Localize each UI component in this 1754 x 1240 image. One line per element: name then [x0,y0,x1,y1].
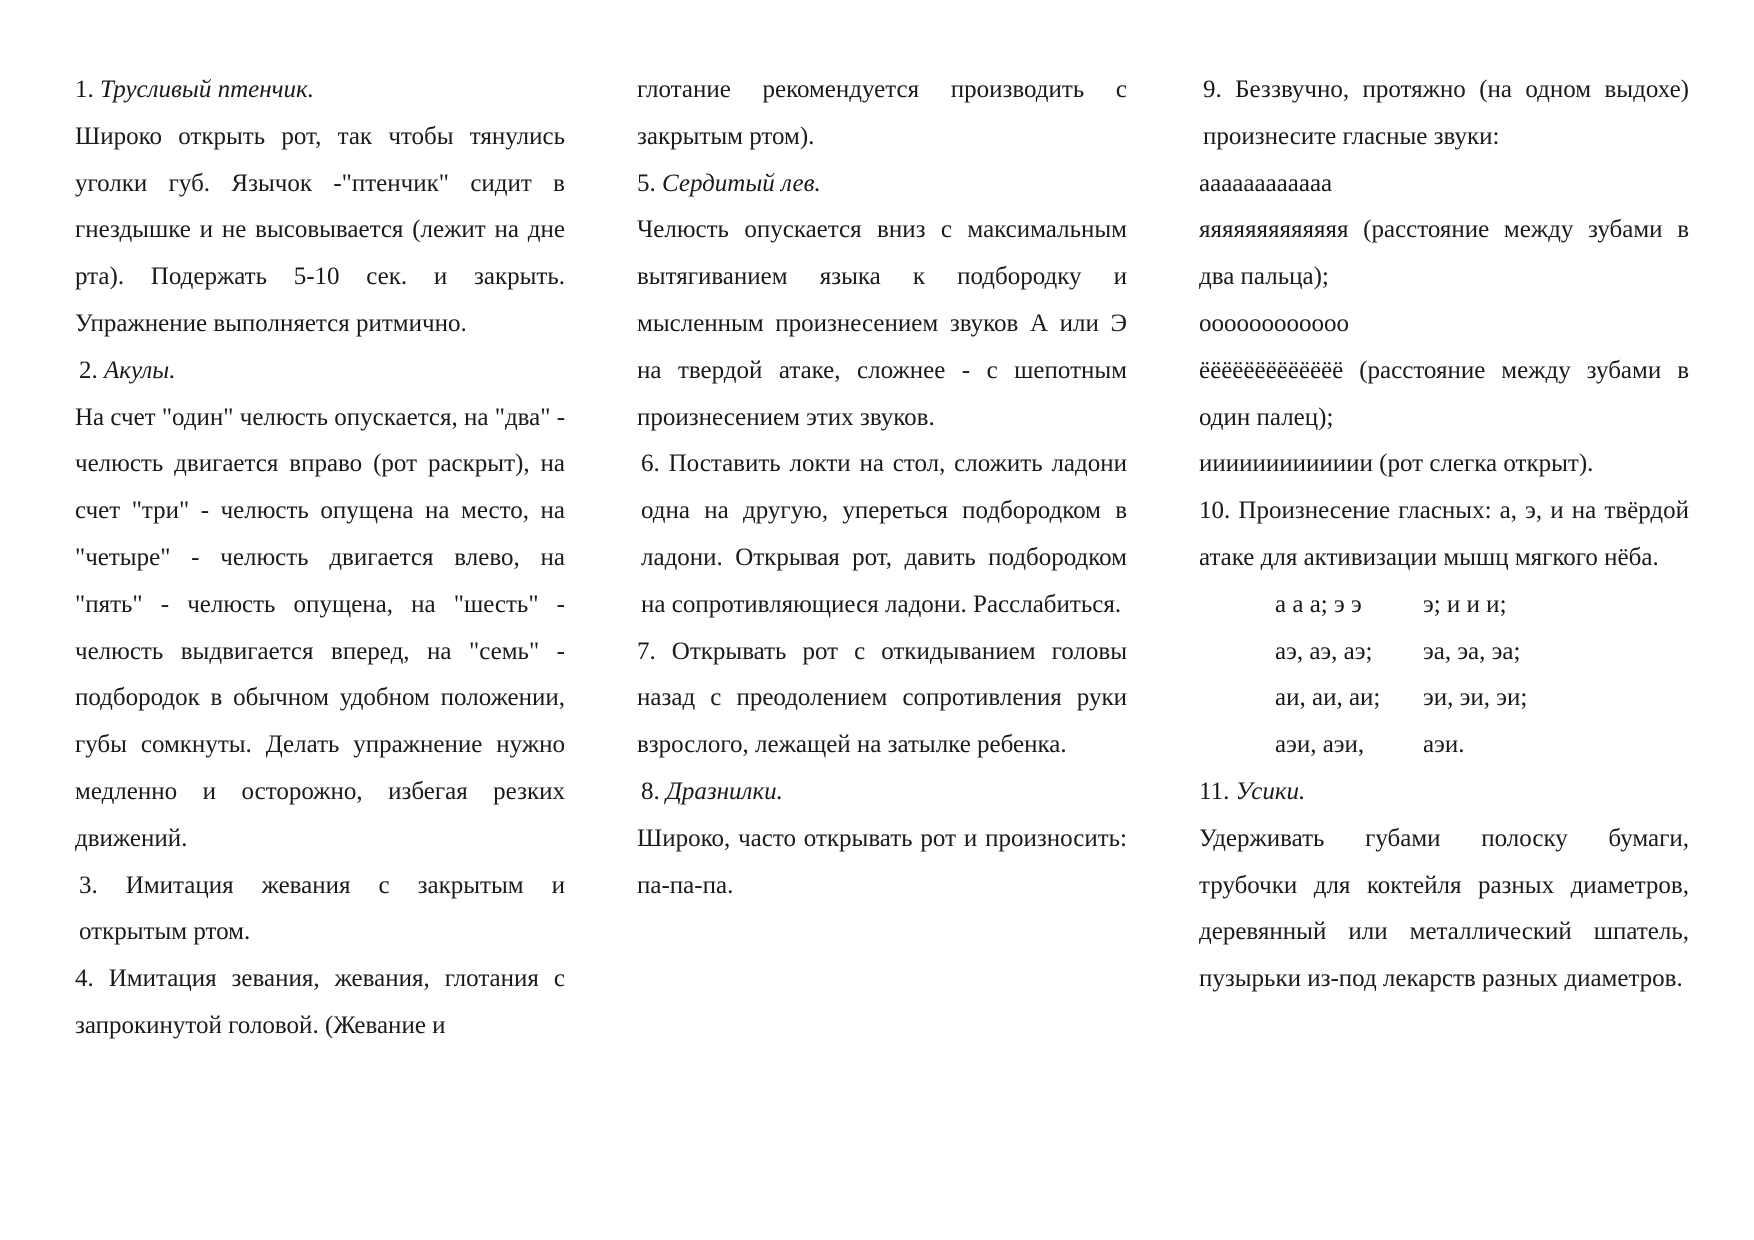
exercise-11-heading: 11. Усики. [1199,777,1306,805]
exercise-8-heading: 8. Дразнилки. [641,777,783,805]
exercise-11-title: Усики. [1235,777,1306,805]
vowel-combinations [1199,582,1689,769]
exercise-8-text: Широко, часто открывать рот и произносить: па-па-па. [637,824,1127,899]
exercise-10-text: 10. Произнесение гласных: а, э, и на твёрдой атаке для активизации мышц мягкого нёба. [1199,497,1689,571]
exercise-6-text: 6. Поставить локти на стол, сложить ладони одна на другую, упереться подбородком в ладони. Открывая рот, давить подбородком на сопротивляющиеся ладони. Расслабиться. [641,450,1127,618]
exercise-7-text: 7. Открывать рот с откидыванием головы назад с преодолением сопротивления руки взрослого, лежащей на затылке ребенка. [637,637,1127,759]
exercise-1-title: Трусливый птенчик. [100,76,315,103]
exercise-1-heading: 1. Трусливый птенчик. [75,76,315,103]
exercise-5-title: Сердитый лев. [662,169,821,197]
vowel-line-a: аааааааааааа [1199,169,1333,197]
column-2 [637,67,1127,909]
exercise-11-text: Удерживать губами полоску бумаги, трубочки для коктейля разных диаметров, деревянный или металлический шпатель, пузырьки из-под лекарств разных диаметров. [1199,824,1689,993]
vowel-line-o: оооооооооооо [1199,309,1349,337]
vowel-line-i: иииииииииииии (рот слегка открыт). [1199,450,1594,478]
exercise-4-text: 4. Имитация зевания, жевания, глотания с запрокинутой головой. (Жевание и [75,965,565,1039]
vowel-row: аи, аи, аи; эи, эи, эи; [1275,684,1528,712]
column-1 [75,67,565,1050]
exercise-9-text: 9. Беззвучно, протяжно (на одном выдохе) произнесите гласные звуки: [1203,76,1689,150]
vowel-line-ya: яяяяяяяяяяяяя (расстояние между зубами в два пальца); [1199,216,1689,291]
exercise-2-title: Акулы. [104,356,176,384]
vowel-row: а а а; э э э; и и и; [1275,590,1507,618]
vowel-line-yo: ёёёёёёёёёёёёё (расстояние между зубами в один палец); [1199,356,1689,431]
exercise-3-text: 3. Имитация жевания с закрытым и открытым ртом. [79,871,565,946]
exercise-1-text: Широко открыть рот, так чтобы тянулись уголки губ. Язычок -"птенчик" сидит в гнездышке и не высовывается (лежит на дне рта). Подержать 5-10 сек. и закрыть. Упражнение выполняется ритмично. [75,122,565,337]
exercise-2-heading: 2. Акулы. [79,356,176,384]
exercise-2-text: На счет "один" челюсть опускается, на "два" - челюсть двигается вправо (рот раскрыт), на счет "три" - челюсть опущена на место, на "четыре" - челюсть двигается влево, на "пять" - челюсть опущена, на "шесть" - челюсть выдвигается вперед, на "семь" - подбородок в обычном удобном положении, губы сомкнуты. Делать упражнение нужно медленно и осторожно, избегая резких движений. [75,403,566,852]
exercise-8-title: Дразнилки. [666,777,783,805]
vowel-row: аэ, аэ, аэ; эа, эа, эа; [1275,637,1521,665]
exercise-5-heading: 5. Сердитый лев. [637,169,821,197]
vowel-row: аэи, аэи, аэи. [1275,731,1465,759]
exercise-5-text: Челюсть опускается вниз с максимальным вытягиванием языка к подбородку и мысленным произнесением звуков А или Э на твердой атаке, сложнее - с шепотным произнесением этих звуков. [637,216,1127,431]
column-3 [1199,67,1689,1003]
exercise-4-continued: глотание рекомендуется производить с закрытым ртом). [637,76,1127,150]
